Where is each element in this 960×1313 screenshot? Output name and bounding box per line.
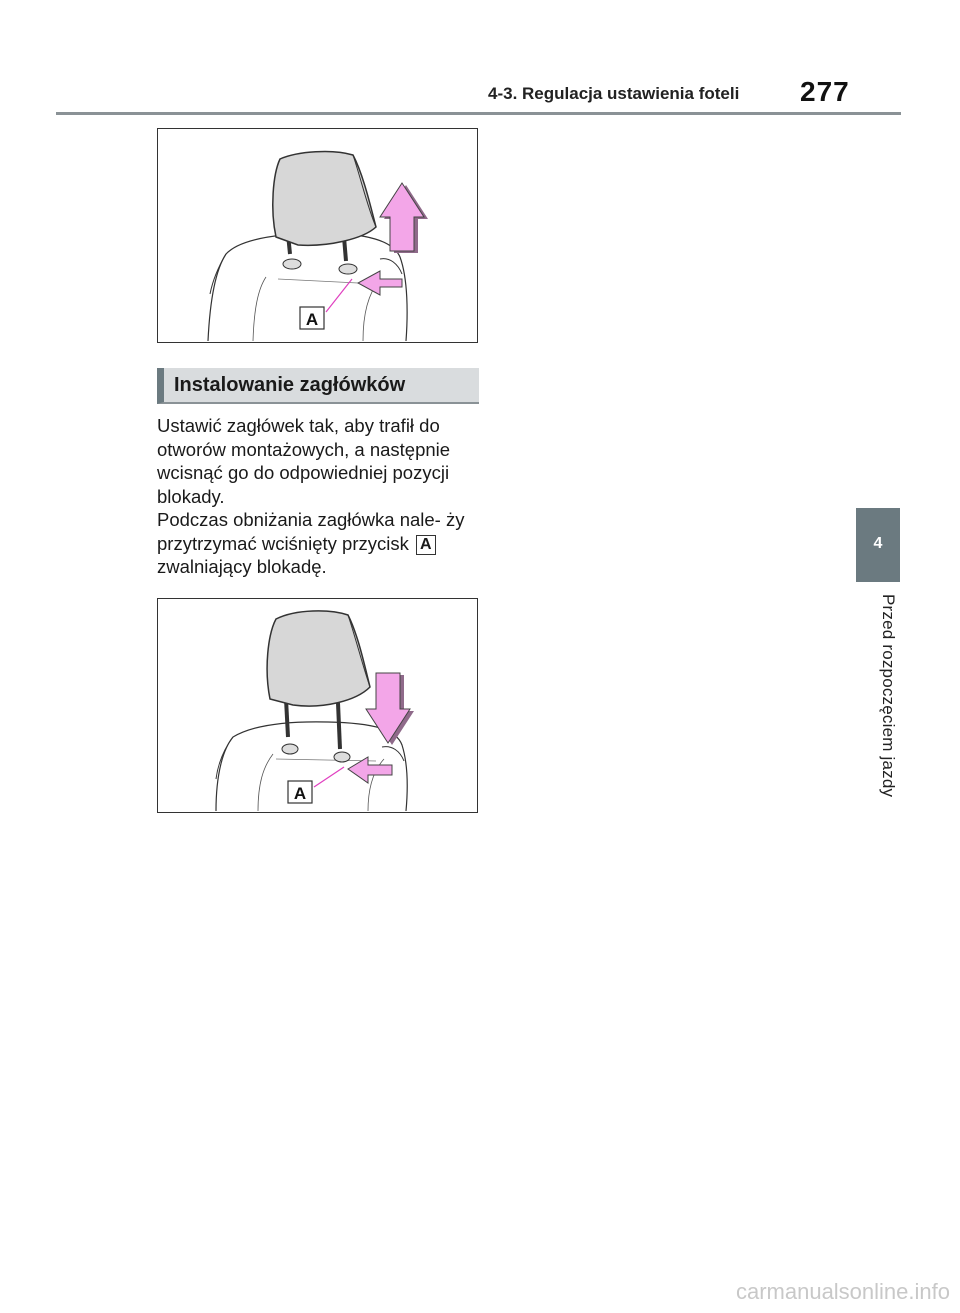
chapter-title: Przed rozpoczęciem jazdy <box>879 594 898 798</box>
header-divider <box>56 112 901 115</box>
headrest-lower-illustration <box>157 598 478 813</box>
headrest-raise-illustration <box>157 128 478 343</box>
figure-label-a: A <box>305 310 319 329</box>
paragraph-2-text-a: Podczas obniżania zagłówka nale- ży przytrzymać wciśnięty przycisk <box>157 509 465 554</box>
watermark: carmanualsonline.info <box>735 1279 950 1304</box>
section-heading: Instalowanie zagłówków <box>174 374 406 396</box>
paragraph-2-text-b: zwalniający blokadę. <box>157 556 327 577</box>
instructions-text <box>157 414 482 579</box>
instructions-paragraph-1: Ustawić zagłówek tak, aby trafił do otworów montażowych, a następnie wcisnąć go do odpowiedniej pozycji blokady. <box>157 415 451 507</box>
chapter-tab <box>856 508 900 582</box>
section-header-title: 4-3. Regulacja ustawienia foteli <box>488 84 740 103</box>
inline-label-a: A <box>416 535 436 555</box>
figure-label-a: A <box>293 784 307 803</box>
instructions-paragraph-2 <box>157 508 482 579</box>
page-number: 277 <box>800 76 850 107</box>
chapter-number: 4 <box>873 535 883 552</box>
section-heading-box <box>157 368 479 404</box>
